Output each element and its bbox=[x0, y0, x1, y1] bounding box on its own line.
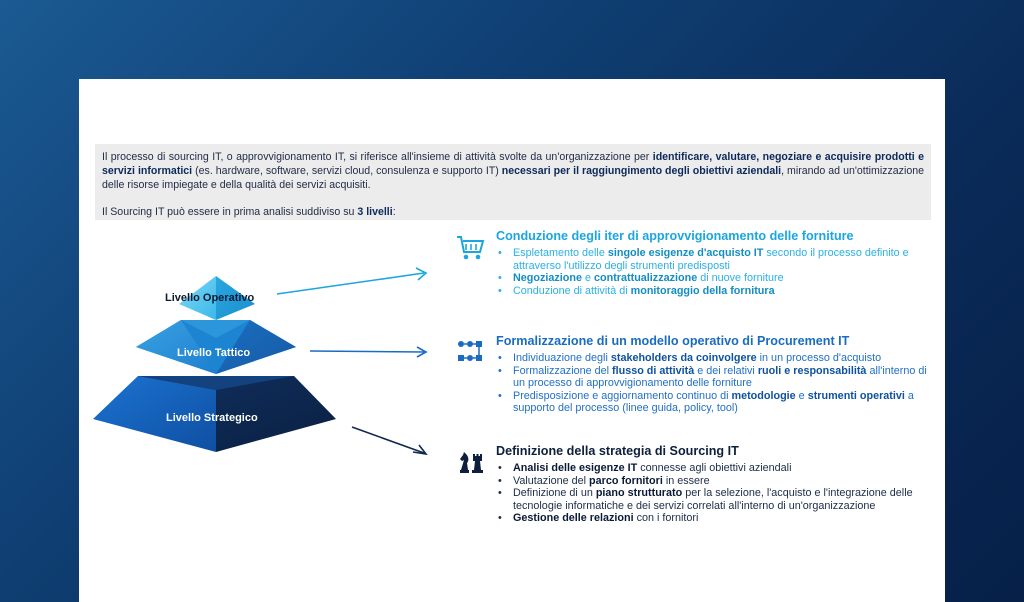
list-item: • Negoziazione e contrattualizzazione di nuove forniture bbox=[496, 272, 916, 285]
pyramid-label-operativo: Livello Operativo bbox=[165, 292, 255, 304]
bullet-list-operativo bbox=[496, 247, 916, 297]
section-tattico bbox=[496, 334, 932, 415]
shopping-cart-icon bbox=[455, 233, 485, 263]
intro-paragraph: Il processo di sourcing IT, o approvvigionamento IT, si riferisce all'insieme di attività svolte da un'organizzazione per identificare, valutare, negoziare e acquisire prodotti e servizi informatici (es. hardware, software, servizi cloud, consulenza e supporto IT) necessari per il raggiungimento degli obiettivi aziendali, mirando ad un'ottimizzazione delle risorse impiegate e della qualità dei servizi acquisiti. bbox=[102, 151, 924, 192]
section-title-operativo: Conduzione degli iter di approvvigionamento delle forniture bbox=[496, 229, 854, 243]
section-operativo bbox=[496, 229, 916, 297]
arrow-strategico bbox=[352, 427, 426, 454]
list-item: • Conduzione di attività di monitoraggio della fornitura bbox=[496, 285, 916, 298]
list-item: • Gestione delle relazioni con i fornitori bbox=[496, 512, 924, 525]
list-item: • Predisposizione e aggiornamento continuo di metodologie e strumenti operativi a supporto del processo (linee guida, policy, tool) bbox=[496, 390, 932, 415]
bullet-list-tattico bbox=[496, 352, 932, 415]
section-title-strategico: Definizione della strategia di Sourcing IT bbox=[496, 444, 739, 458]
arrow-operativo bbox=[277, 268, 426, 294]
section-strategico bbox=[496, 444, 924, 525]
list-item: • Definizione di un piano strutturato per la selezione, l'acquisto e l'integrazione delle tecnologie informatiche e dei servizi correlati all'interno di un'organizzazione bbox=[496, 487, 924, 512]
list-item: • Formalizzazione del flusso di attività e dei relativi ruoli e responsabilità all'interno di un processo di approvvigionamento delle forniture bbox=[496, 365, 932, 390]
list-item: • Individuazione degli stakeholders da coinvolgere in un processo d'acquisto bbox=[496, 352, 932, 365]
arrow-tattico bbox=[310, 347, 426, 357]
list-item: • Valutazione del parco fornitori in essere bbox=[496, 475, 924, 488]
chess-pieces-icon bbox=[457, 447, 485, 475]
list-item: • Analisi delle esigenze IT connesse agli obiettivi aziendali bbox=[496, 462, 924, 475]
intro-levels-line: Il Sourcing IT può essere in prima analisi suddiviso su 3 livelli: bbox=[102, 205, 396, 218]
bullet-list-strategico bbox=[496, 462, 924, 525]
pyramid-label-tattico: Livello Tattico bbox=[177, 347, 251, 359]
pyramid-label-strategico: Livello Strategico bbox=[166, 412, 258, 424]
section-title-tattico: Formalizzazione di un modello operativo di Procurement IT bbox=[496, 334, 850, 348]
list-item: • Espletamento delle singole esigenze d'acquisto IT secondo il processo definito e attraverso l'utilizzo degli strumenti predisposti bbox=[496, 247, 916, 272]
process-flow-icon bbox=[456, 338, 484, 366]
